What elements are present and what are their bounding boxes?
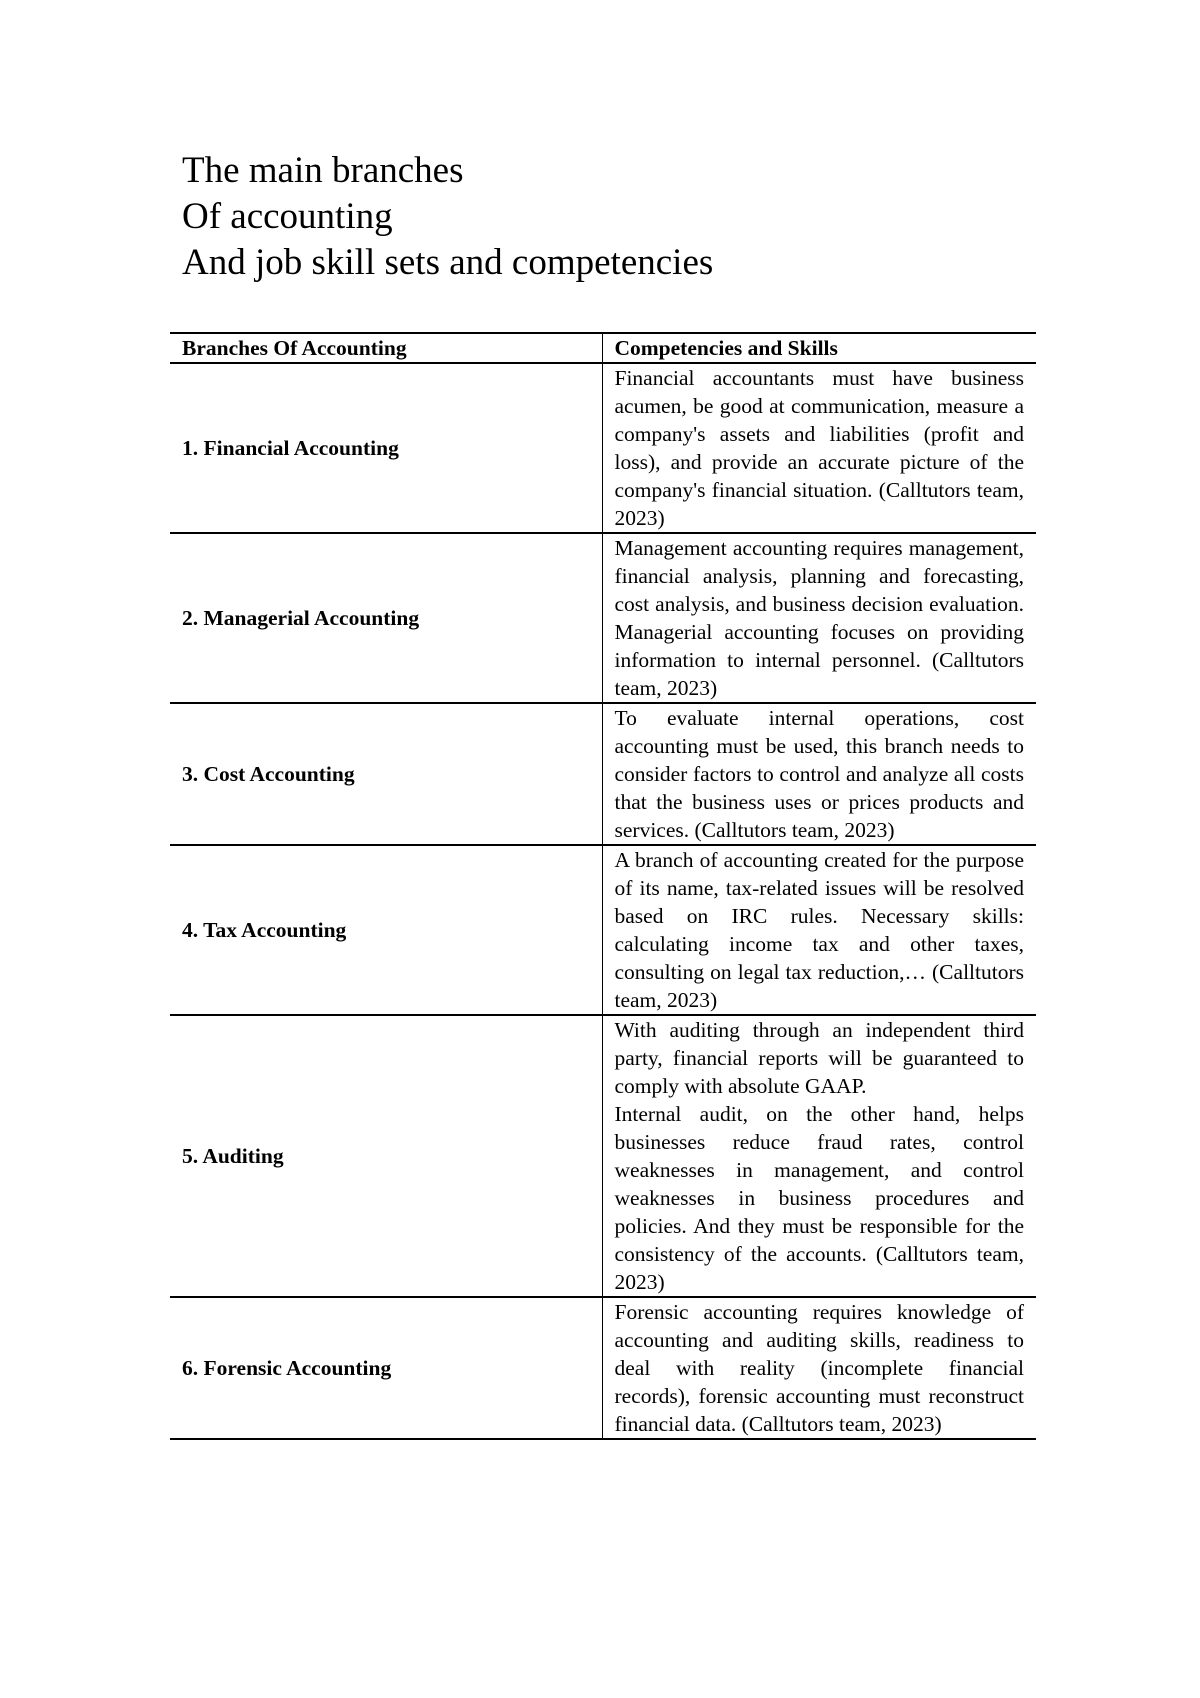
table-header-row bbox=[170, 333, 1036, 363]
table-row bbox=[170, 703, 1036, 845]
table-row bbox=[170, 1297, 1036, 1439]
header-branches: Branches Of Accounting bbox=[170, 333, 602, 363]
branch-cell: 5. Auditing bbox=[170, 1015, 602, 1297]
branch-cell: 3. Cost Accounting bbox=[170, 703, 602, 845]
competency-cell bbox=[602, 1297, 1036, 1439]
competency-text: Management accounting requires management, financial analysis, planning and forecasting, cost analysis, and business decision evaluation. Managerial accounting focuses on providing information to internal personnel. (Calltutors team, 2023) bbox=[614, 536, 1024, 700]
competency-cell bbox=[602, 845, 1036, 1015]
competency-text: A branch of accounting created for the purpose of its name, tax-related issues will be resolved based on IRC rules. Necessary skills: calculating income tax and other taxes, consulting on legal tax reduction,… (Calltutors team, 2023) bbox=[614, 848, 1024, 1012]
competency-cell bbox=[602, 703, 1036, 845]
competency-text: With auditing through an independent third party, financial reports will be guaranteed to comply with absolute GAAP. bbox=[614, 1018, 1024, 1098]
table-row bbox=[170, 845, 1036, 1015]
branch-cell: 1. Financial Accounting bbox=[170, 363, 602, 533]
table-row bbox=[170, 363, 1036, 533]
header-competencies: Competencies and Skills bbox=[602, 333, 1036, 363]
competency-text: Forensic accounting requires knowledge of accounting and auditing skills, readiness to deal with reality (incomplete financial records), forensic accounting must reconstruct financial data. (Calltutors team, 2023) bbox=[614, 1300, 1024, 1436]
table-row bbox=[170, 533, 1036, 703]
competency-text: Financial accountants must have business acumen, be good at communication, measure a company's assets and liabilities (profit and loss), and provide an accurate picture of the company's financial situation. (Calltutors team, 2023) bbox=[614, 366, 1024, 530]
branch-cell: 2. Managerial Accounting bbox=[170, 533, 602, 703]
document-title bbox=[182, 148, 1062, 286]
title-line-1: The main branches bbox=[182, 150, 464, 191]
competency-cell bbox=[602, 1015, 1036, 1297]
competency-text: To evaluate internal operations, cost accounting must be used, this branch needs to consider factors to control and analyze all costs that the business uses or prices products and services. (Calltutors team, 2023) bbox=[614, 706, 1024, 842]
table-row bbox=[170, 1015, 1036, 1297]
competency-cell bbox=[602, 363, 1036, 533]
title-line-3: And job skill sets and competencies bbox=[182, 242, 714, 283]
competency-text-continued: Internal audit, on the other hand, helps businesses reduce fraud rates, control weaknesses in management, and control weaknesses in business procedures and policies. And they must be responsible for the consistency of the accounts. (Calltutors team, 2023) bbox=[614, 1102, 1024, 1294]
competency-cell bbox=[602, 533, 1036, 703]
branch-cell: 6. Forensic Accounting bbox=[170, 1297, 602, 1439]
branches-table bbox=[170, 332, 1036, 1440]
branch-cell: 4. Tax Accounting bbox=[170, 845, 602, 1015]
title-line-2: Of accounting bbox=[182, 196, 393, 237]
